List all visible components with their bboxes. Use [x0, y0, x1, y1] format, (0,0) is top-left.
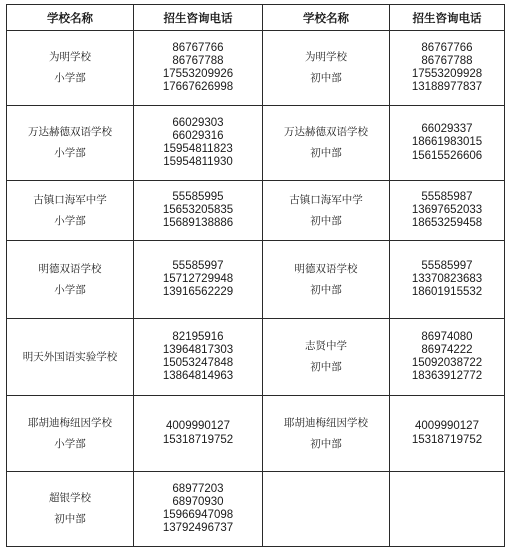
phone-number: 66029316 [172, 129, 224, 142]
phone-number: 55585997 [421, 259, 473, 272]
school-cell [263, 181, 390, 241]
phone-number: 66029303 [172, 116, 224, 129]
school-cell [263, 396, 390, 472]
phone-cell [134, 241, 263, 319]
header-phone: 招生咨询电话 [390, 5, 505, 31]
school-cell [263, 241, 390, 319]
phone-number: 86767766 [172, 41, 224, 54]
table-row [7, 319, 505, 396]
phone-cell [134, 472, 263, 547]
phone-cell [134, 319, 263, 396]
school-name: 为明学校 [49, 51, 91, 63]
phone-cell [134, 106, 263, 181]
table-row [7, 31, 505, 106]
phone-number: 17667626998 [162, 81, 234, 94]
phone-number: 55585987 [421, 190, 473, 203]
phone-number: 17553209926 [162, 68, 234, 80]
school-name: 明德双语学校 [294, 262, 358, 275]
school-name: 古镇口海军中学 [289, 193, 363, 206]
table-row [7, 241, 505, 319]
empty-cell [263, 472, 390, 547]
phone-number: 18661983015 [411, 136, 483, 149]
phone-cell [134, 396, 263, 472]
phone-number: 86767788 [421, 54, 473, 67]
phone-number: 15954811930 [163, 156, 233, 169]
school-cell [7, 396, 134, 472]
phone-number: 4009990127 [415, 420, 479, 433]
table-row [7, 396, 505, 472]
phone-cell [390, 396, 505, 472]
school-dept: 初中部 [310, 283, 342, 296]
school-name: 耶胡迪梅纽因学校 [28, 416, 112, 429]
header-school-name: 学校名称 [7, 5, 134, 31]
phone-number: 15615526606 [411, 149, 483, 162]
school-cell [7, 472, 134, 547]
school-cell [263, 106, 390, 181]
school-cell [7, 181, 134, 241]
school-name: 古镇口海军中学 [33, 193, 107, 206]
phone-number: 13792496737 [162, 522, 234, 535]
phone-number: 86974222 [421, 343, 473, 356]
phone-number: 15318719752 [411, 433, 483, 446]
school-dept: 小学部 [54, 437, 86, 450]
phone-number: 15966947098 [162, 509, 234, 521]
phone-number: 17553209928 [411, 68, 483, 80]
phone-number: 15653205835 [162, 203, 234, 216]
phone-number: 13697652033 [411, 203, 483, 216]
school-dept: 初中部 [310, 437, 342, 450]
school-name: 为明学校 [305, 51, 347, 63]
phone-number: 15092038722 [411, 357, 483, 369]
phone-number: 15318719752 [162, 433, 234, 446]
phone-cell [134, 31, 263, 106]
header-row [7, 5, 505, 31]
phone-number: 18653259458 [411, 217, 483, 230]
empty-cell [390, 472, 505, 547]
phone-number: 86974080 [421, 330, 473, 343]
phone-number: 15712729948 [162, 272, 234, 285]
phone-number: 82195916 [172, 330, 224, 343]
school-dept: 小学部 [54, 147, 86, 159]
header-phone: 招生咨询电话 [134, 5, 263, 31]
phone-number: 13370823683 [411, 272, 483, 285]
school-dept: 小学部 [54, 72, 86, 84]
phone-number: 13964817303 [162, 343, 234, 356]
school-name: 超银学校 [49, 492, 91, 504]
school-name: 耶胡迪梅纽因学校 [284, 416, 368, 429]
school-name: 万达赫德双语学校 [284, 126, 368, 138]
phone-number: 13864814963 [162, 370, 234, 383]
admissions-contact-table [6, 4, 505, 547]
school-cell [7, 31, 134, 106]
phone-number: 18601915532 [411, 286, 483, 299]
school-dept: 初中部 [310, 72, 342, 84]
phone-number: 68977203 [172, 482, 224, 495]
phone-number: 15053247848 [162, 357, 234, 369]
school-name: 志贤中学 [305, 340, 347, 352]
phone-number: 13916562229 [162, 286, 234, 299]
phone-cell [134, 181, 263, 241]
phone-number: 18363912772 [411, 370, 483, 383]
school-cell [7, 106, 134, 181]
school-dept: 小学部 [54, 214, 86, 227]
school-cell [263, 319, 390, 396]
school-cell [7, 319, 134, 396]
school-cell [263, 31, 390, 106]
school-name: 明德双语学校 [38, 262, 102, 275]
phone-number: 55585995 [172, 190, 224, 203]
phone-number: 55585997 [172, 259, 224, 272]
school-dept: 初中部 [310, 214, 342, 227]
phone-number: 15689138886 [162, 217, 234, 230]
phone-cell [390, 181, 505, 241]
school-dept: 初中部 [54, 513, 86, 525]
school-name: 万达赫德双语学校 [28, 126, 112, 138]
phone-cell [390, 241, 505, 319]
phone-number: 66029337 [421, 123, 473, 136]
phone-number: 68970930 [172, 495, 224, 508]
phone-number: 86767766 [421, 41, 473, 54]
school-name: 明天外国语实验学校 [22, 350, 118, 363]
phone-number: 86767788 [172, 54, 224, 67]
school-dept: 初中部 [310, 147, 342, 159]
phone-cell [390, 319, 505, 396]
table-row [7, 106, 505, 181]
table-row [7, 472, 505, 547]
phone-number: 13188977837 [411, 81, 483, 94]
school-dept: 初中部 [310, 361, 342, 373]
table-row [7, 181, 505, 241]
school-dept: 小学部 [54, 283, 86, 296]
school-cell [7, 241, 134, 319]
phone-number: 15954811823 [163, 143, 233, 155]
phone-number: 4009990127 [166, 420, 230, 433]
phone-cell [390, 31, 505, 106]
header-school-name: 学校名称 [263, 5, 390, 31]
phone-cell [390, 106, 505, 181]
